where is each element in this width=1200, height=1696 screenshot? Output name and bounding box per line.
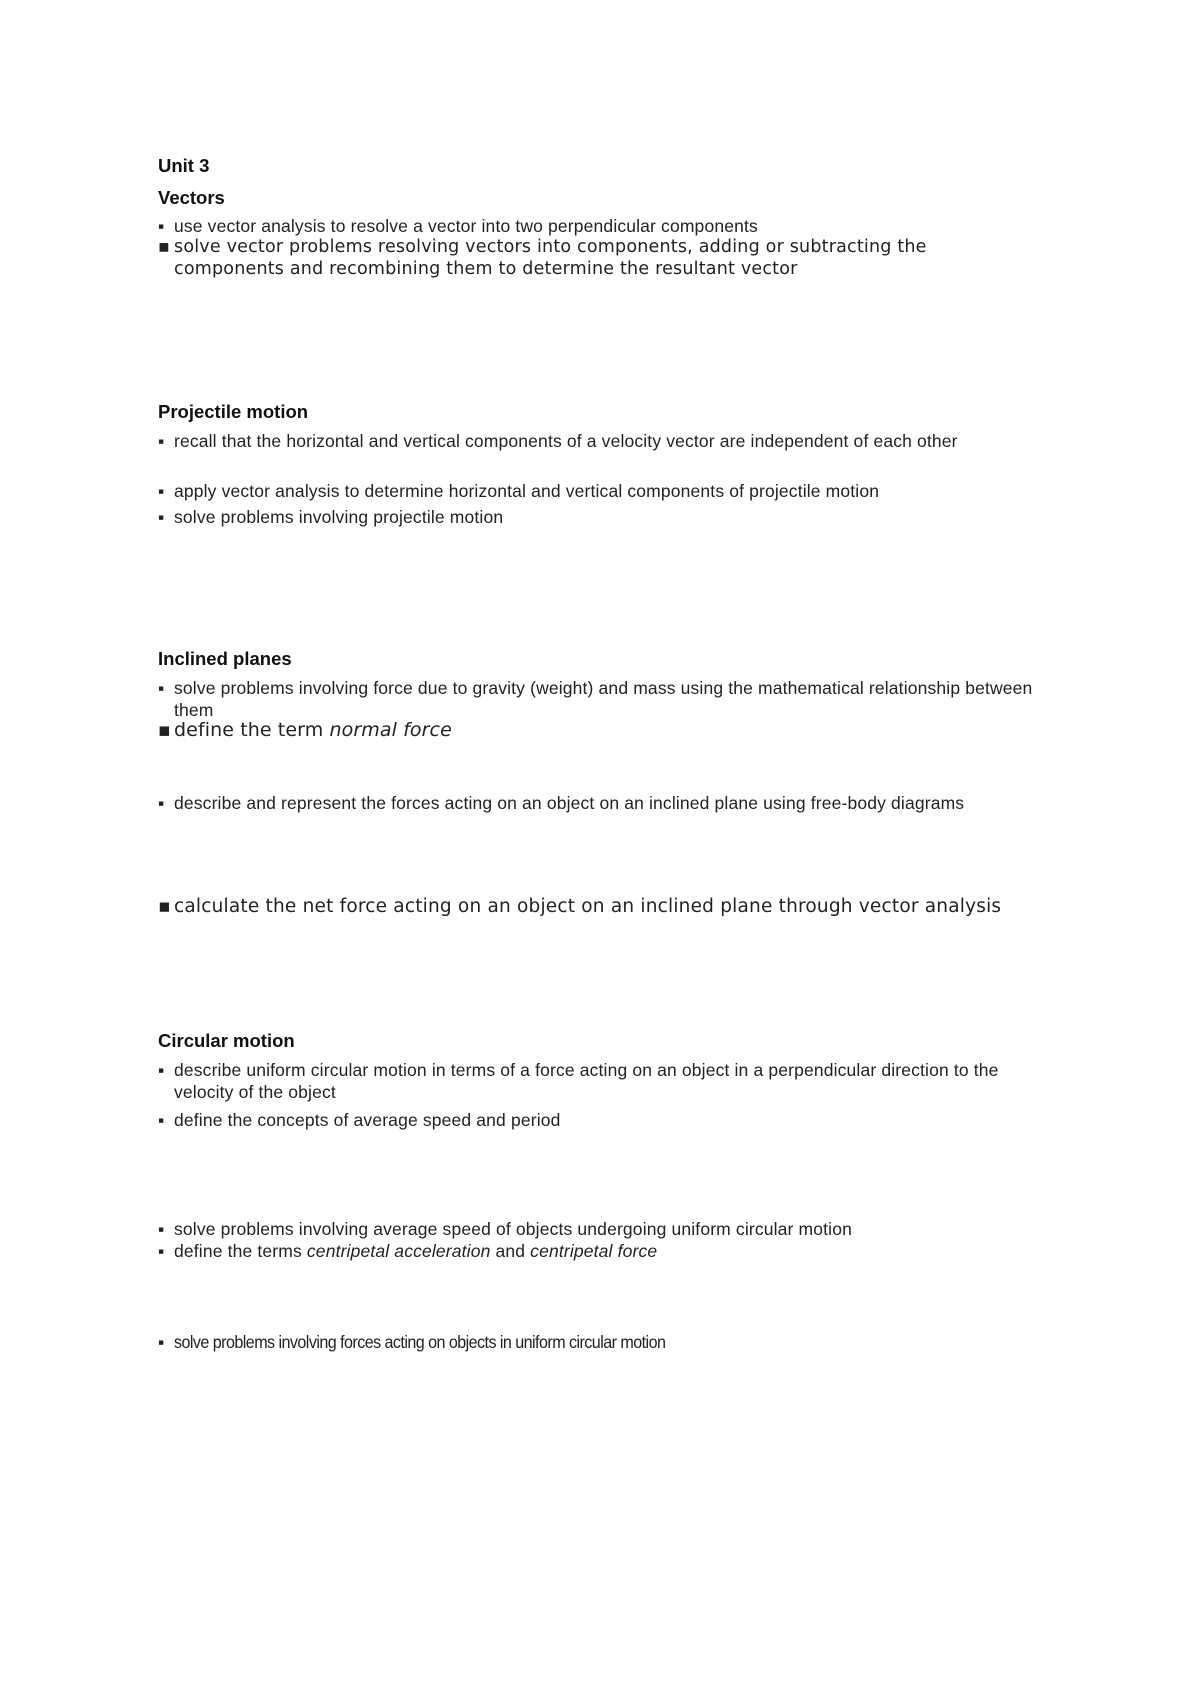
list-item-text: use vector analysis to resolve a vector into two perpendicular components xyxy=(174,216,758,236)
bullet-icon: ▪ xyxy=(158,1332,164,1352)
list-item xyxy=(158,1240,1058,1262)
list-item xyxy=(158,677,1038,721)
bullet-icon: ▪ xyxy=(158,1110,165,1130)
bullet-icon: ▪ xyxy=(158,793,165,813)
list-item xyxy=(158,1218,1058,1240)
list-item xyxy=(158,1059,1058,1103)
list-item-text-part: and xyxy=(490,1241,531,1261)
list-item-text: recall that the horizontal and vertical components of a velocity vector are independent of each other xyxy=(174,431,958,451)
bullet-icon: ▪ xyxy=(158,1219,165,1239)
bullet-icon: ▪ xyxy=(158,1241,165,1261)
list-item-text-part: define the terms xyxy=(174,1241,307,1261)
list-item-text xyxy=(174,719,1058,741)
bullet-icon: ▪ xyxy=(158,431,165,451)
section-heading-vectors: Vectors xyxy=(158,187,225,208)
list-item-text: solve problems involving force due to gravity (weight) and mass using the mathematical relationship between them xyxy=(174,678,1033,720)
list-item xyxy=(158,236,1018,280)
bullet-icon: ▪ xyxy=(158,237,171,257)
list-item xyxy=(158,506,1058,528)
list-item-text: define the concepts of average speed and period xyxy=(174,1110,561,1130)
list-item xyxy=(158,719,1058,741)
list-item xyxy=(158,792,1098,814)
list-item-text: solve problems involving average speed of objects undergoing uniform circular motion xyxy=(174,1219,852,1239)
section-heading-projectile-motion: Projectile motion xyxy=(158,401,309,422)
section-heading-circular-motion: Circular motion xyxy=(158,1030,295,1051)
list-item-text: describe and represent the forces acting on an object on an inclined plane using free-body diagrams xyxy=(174,793,965,813)
list-item xyxy=(158,1331,1058,1353)
bullet-icon: ▪ xyxy=(158,719,171,741)
bullet-icon: ▪ xyxy=(158,896,171,917)
list-item-text: solve problems involving forces acting on objects in uniform circular motion xyxy=(174,1332,666,1352)
bullet-icon: ▪ xyxy=(158,216,165,236)
unit-title: Unit 3 xyxy=(158,155,210,176)
list-item-text: solve problems involving projectile motion xyxy=(174,507,504,527)
bullet-icon: ▪ xyxy=(158,507,165,527)
section-heading-inclined-planes: Inclined planes xyxy=(158,648,292,669)
bullet-icon: ▪ xyxy=(158,678,165,698)
list-item-term: centripetal acceleration xyxy=(306,1241,491,1261)
list-item-text: solve vector problems resolving vectors into components, adding or subtracting the components and recombining them to determine the resultant vector xyxy=(174,237,927,279)
list-item-text: apply vector analysis to determine horizontal and vertical components of projectile motion xyxy=(174,481,880,501)
bullet-icon: ▪ xyxy=(158,481,165,501)
list-item-text-part: define the term xyxy=(174,719,330,741)
list-item xyxy=(158,430,1018,452)
list-item-text: describe uniform circular motion in terms of a force acting on an object in a perpendicular direction to the velocity of the object xyxy=(174,1060,999,1102)
list-item xyxy=(158,480,1058,502)
list-item xyxy=(158,215,1058,237)
list-item-text: calculate the net force acting on an object on an inclined plane through vector analysis xyxy=(174,896,1002,917)
bullet-icon: ▪ xyxy=(158,1060,165,1080)
list-item-text xyxy=(174,1240,1058,1262)
list-item-term: normal force xyxy=(329,719,452,741)
list-item-term: centripetal force xyxy=(530,1241,658,1261)
list-item xyxy=(158,896,1098,918)
list-item xyxy=(158,1109,1058,1131)
